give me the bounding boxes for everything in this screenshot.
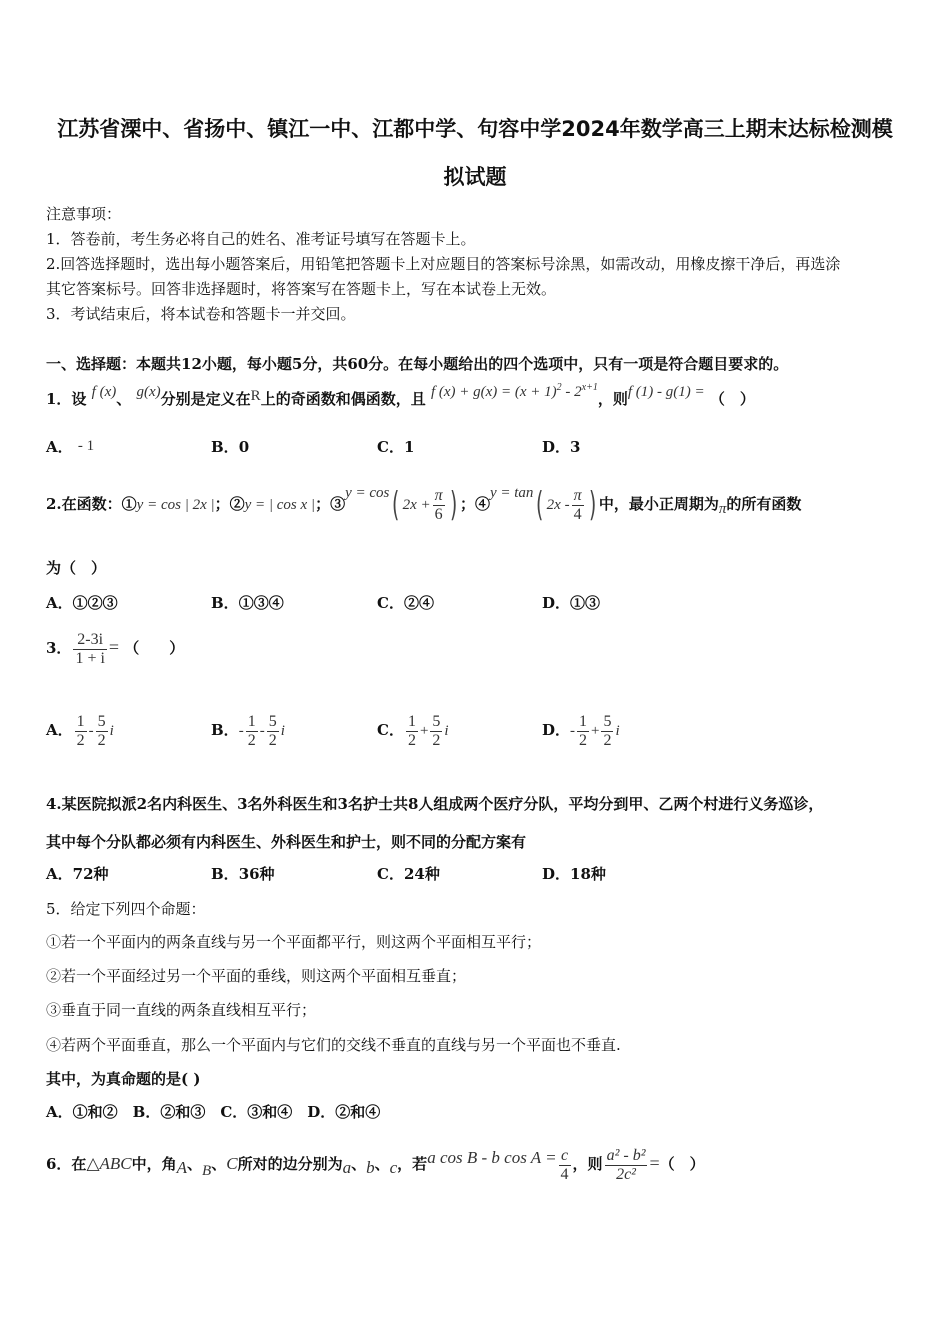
side-c: c bbox=[389, 1158, 398, 1177]
option-label: B． bbox=[211, 865, 239, 883]
q3-option-c bbox=[377, 705, 449, 755]
option-label: D． bbox=[542, 594, 571, 612]
q2-pi: π bbox=[718, 501, 727, 517]
q1-text2: 上的奇函数和偶函数，且 bbox=[260, 390, 426, 408]
q6-equals: = bbox=[649, 1153, 660, 1173]
option-label: A． bbox=[46, 721, 73, 739]
option-operator: - bbox=[88, 723, 94, 739]
fraction-numerator: 5 bbox=[432, 712, 441, 730]
fraction-numerator: 1 bbox=[76, 712, 85, 730]
angle-B: B bbox=[202, 1163, 212, 1179]
option-value: 1 bbox=[403, 438, 415, 456]
q6-number: 6．在 bbox=[46, 1155, 87, 1173]
option-label: A． bbox=[46, 438, 73, 456]
page-title: 江苏省溧中、省扬中、镇江一中、江都中学、句容中学2024年数学高三上期末达标检测模 bbox=[57, 117, 893, 141]
q1-number: 1．设 bbox=[46, 390, 87, 408]
separator: 、 bbox=[374, 1155, 390, 1173]
option-value: 72种 bbox=[72, 865, 109, 883]
fraction bbox=[605, 1147, 648, 1184]
note-item: 其它答案标号。回答非选择题时，将答案写在答题卡上，写在本试卷上无效。 bbox=[46, 280, 557, 298]
fraction bbox=[433, 487, 445, 524]
separator: 、 bbox=[351, 1155, 367, 1173]
q1-eq-exp2: x+1 bbox=[581, 382, 598, 393]
right-paren: ) bbox=[588, 485, 596, 525]
q2-func-1: y = cos | 2x | bbox=[136, 497, 215, 513]
option-label: C． bbox=[377, 721, 404, 739]
option-operator: - bbox=[259, 723, 265, 739]
angle-C: C bbox=[226, 1154, 238, 1173]
option-label: C． bbox=[377, 438, 404, 456]
q1-text1: 分别是定义在 bbox=[160, 390, 251, 408]
option-value: 36种 bbox=[238, 865, 275, 883]
imaginary-unit: i bbox=[615, 723, 620, 739]
option-operator: + bbox=[591, 723, 600, 739]
q4-option-c bbox=[377, 863, 440, 884]
option-value: 0 bbox=[238, 438, 250, 456]
q1-text3: ，则 bbox=[597, 390, 628, 408]
option-value: - 1 bbox=[77, 438, 95, 454]
q2-option-b bbox=[211, 592, 284, 613]
fraction-denominator: 2 bbox=[579, 731, 588, 749]
notes-heading: 注意事项： bbox=[46, 205, 122, 223]
right-paren: ) bbox=[449, 485, 457, 525]
option-value: 3 bbox=[570, 438, 581, 456]
proposition: ①若一个平面内的两条直线与另一个平面都平行，则这两个平面相互平行； bbox=[46, 933, 542, 951]
option-label: C． bbox=[377, 594, 404, 612]
fraction bbox=[430, 713, 442, 750]
q1-sep: 、 bbox=[116, 390, 132, 408]
fraction-denominator: 2 bbox=[268, 731, 277, 749]
q6-text: ，则 bbox=[572, 1155, 603, 1173]
fraction-numerator: 5 bbox=[97, 712, 106, 730]
imaginary-unit: i bbox=[280, 723, 285, 739]
q6-triangle: △ABC bbox=[86, 1154, 132, 1173]
q4-option-d bbox=[542, 863, 606, 884]
fraction-numerator: 1 bbox=[407, 712, 416, 730]
left-paren: ( bbox=[536, 485, 544, 525]
left-paren: ( bbox=[392, 485, 400, 525]
q1-option-c bbox=[377, 436, 414, 457]
q6-text: 中，角 bbox=[131, 1155, 177, 1173]
fraction-denominator: 2 bbox=[407, 731, 416, 749]
fraction bbox=[601, 713, 613, 750]
option-label: A． bbox=[46, 865, 73, 883]
fraction-numerator: π bbox=[434, 486, 443, 504]
option-label: A． bbox=[46, 594, 73, 612]
q6-paren: （ ） bbox=[659, 1155, 705, 1173]
fraction-denominator: 2 bbox=[97, 731, 106, 749]
note-item: 3．考试结束后，将本试卷和答题卡一并交回。 bbox=[46, 305, 356, 323]
q1-option-a bbox=[46, 436, 94, 457]
q2-sep: ；② bbox=[214, 495, 245, 513]
question-6 bbox=[46, 1138, 705, 1188]
question-1 bbox=[46, 382, 755, 409]
option-sign: - bbox=[238, 723, 244, 739]
q6-equation: a cos B - b cos A = bbox=[427, 1148, 557, 1167]
option-label: B． bbox=[211, 438, 239, 456]
q1-equation bbox=[431, 384, 598, 400]
q1-R: R bbox=[250, 388, 261, 404]
fraction bbox=[75, 713, 87, 750]
separator: 、 bbox=[187, 1155, 203, 1173]
fraction-denominator: 4 bbox=[573, 505, 582, 523]
section-heading: 一、选择题：本题共12小题，每小题5分，共60分。在每小题给出的四个选项中，只有一项是符合题目要求的。 bbox=[46, 355, 789, 373]
q1-paren: （ ） bbox=[709, 390, 755, 408]
proposition: ④若两个平面垂直，那么一个平面内与它们的交线不垂直的直线与另一个平面也不垂直. bbox=[46, 1036, 621, 1054]
q3-option-a bbox=[46, 705, 114, 755]
option-label: C． bbox=[377, 865, 404, 883]
option-label: D． bbox=[542, 865, 571, 883]
q4-option-b bbox=[211, 863, 275, 884]
q6-text: 所对的边分别为 bbox=[237, 1155, 343, 1173]
q2-continuation: 为（ ） bbox=[46, 559, 107, 577]
option-value: ①②③ bbox=[72, 594, 118, 612]
q6-text: ，若 bbox=[397, 1155, 428, 1173]
note-item: 2.回答选择题时，选出每小题答案后，用铅笔把答题卡上对应题目的答案标号涂黑，如需改动，用橡皮擦干净后，再选涂 bbox=[46, 255, 841, 273]
fraction-denominator: 1 + i bbox=[75, 649, 105, 667]
fraction-numerator: 2-3i bbox=[73, 631, 106, 650]
q2-sep: ；④ bbox=[459, 495, 490, 513]
fraction-numerator: 5 bbox=[268, 712, 277, 730]
q2-func-2: y = | cos x | bbox=[244, 497, 316, 513]
question-4: 4.某医院拟派2名内科医生、3名外科医生和3名护士共8人组成两个医疗分队，平均分到甲、乙两个村进行义务巡诊， bbox=[46, 795, 824, 813]
q1-ask: f (1) - g(1) = bbox=[627, 384, 705, 400]
option-value: ②④ bbox=[403, 594, 434, 612]
fraction-denominator: 4 bbox=[560, 1165, 569, 1183]
q5-ask: 其中，为真命题的是( ) bbox=[46, 1070, 201, 1088]
option-label: B． bbox=[211, 594, 239, 612]
option-label: B． bbox=[211, 721, 239, 739]
q3-number: 3． bbox=[46, 639, 72, 657]
fraction bbox=[406, 713, 418, 750]
q1-eq-exp1: 2 bbox=[556, 382, 562, 393]
fraction-numerator: a² - b² bbox=[606, 1146, 646, 1164]
fraction-denominator: 2 bbox=[76, 731, 85, 749]
q3-option-d bbox=[542, 705, 620, 755]
question-4-continued: 其中每个分队都必须有内科医生、外科医生和护士，则不同的分配方案有 bbox=[46, 833, 527, 851]
side-b: b bbox=[366, 1158, 375, 1177]
option-value: 18种 bbox=[570, 865, 606, 883]
question-5: 5．给定下列四个命题： bbox=[46, 900, 206, 918]
option-operator: + bbox=[419, 723, 429, 739]
q1-g: g(x) bbox=[136, 384, 161, 400]
fraction-denominator: 2 bbox=[432, 731, 441, 749]
q1-option-b bbox=[211, 436, 249, 457]
q2-intro: 2.在函数：① bbox=[46, 495, 137, 513]
fraction-denominator: 6 bbox=[434, 505, 443, 523]
fraction-numerator: 5 bbox=[603, 712, 612, 730]
fraction bbox=[96, 713, 108, 750]
fraction-denominator: 2 bbox=[247, 731, 256, 749]
q1-eq-left: f (x) + g(x) = (x + 1) bbox=[430, 384, 557, 400]
q2-text-end: 中，最小正周期为 bbox=[598, 495, 719, 513]
fraction-numerator: 1 bbox=[247, 712, 256, 730]
q2-option-a bbox=[46, 592, 118, 613]
fraction bbox=[73, 631, 106, 668]
question-3 bbox=[46, 622, 184, 672]
q1-eq-mid: - 2 bbox=[561, 384, 582, 400]
proposition: ②若一个平面经过另一个平面的垂线，则这两个平面相互垂直； bbox=[46, 967, 467, 985]
fraction bbox=[559, 1147, 571, 1184]
q2-func-4-arg: 2x - bbox=[546, 497, 570, 513]
q2-sep: ；③ bbox=[315, 495, 346, 513]
proposition: ③垂直于同一直线的两条直线相互平行； bbox=[46, 1001, 317, 1019]
q2-option-c bbox=[377, 592, 434, 613]
fraction bbox=[246, 713, 258, 750]
fraction-numerator: π bbox=[573, 486, 582, 504]
q2-func-3-arg: 2x + bbox=[402, 497, 431, 513]
q4-option-a bbox=[46, 863, 109, 884]
option-value: 24种 bbox=[403, 865, 440, 883]
option-label: D． bbox=[542, 438, 571, 456]
option-value: ①③ bbox=[570, 594, 601, 612]
option-sign: - bbox=[570, 723, 576, 739]
q3-paren: （ ） bbox=[124, 639, 185, 657]
q3-equals: = bbox=[108, 637, 120, 657]
q1-f: f (x) bbox=[91, 384, 117, 400]
fraction bbox=[267, 713, 279, 750]
q2-text-end2: 的所有函数 bbox=[726, 495, 802, 513]
q2-func-3-head: y = cos bbox=[345, 485, 390, 501]
option-label: D． bbox=[542, 721, 571, 739]
q2-option-d bbox=[542, 592, 600, 613]
angle-A: A bbox=[176, 1158, 188, 1177]
fraction-denominator: 2 bbox=[603, 731, 612, 749]
separator: 、 bbox=[211, 1155, 227, 1173]
fraction-denominator: 2c² bbox=[616, 1165, 636, 1183]
option-value: ①③④ bbox=[238, 594, 284, 612]
fraction-numerator: 1 bbox=[579, 712, 588, 730]
q1-option-d bbox=[542, 436, 580, 457]
q3-option-b bbox=[211, 705, 285, 755]
fraction bbox=[577, 713, 589, 750]
q2-func-4-head: y = tan bbox=[489, 485, 534, 501]
fraction bbox=[572, 487, 584, 524]
q5-options: A．①和② B．②和③ C．③和④ D．②和④ bbox=[46, 1103, 381, 1121]
question-2 bbox=[46, 474, 801, 534]
note-item: 1．答卷前，考生务必将自己的姓名、准考证号填写在答题卡上。 bbox=[46, 230, 476, 248]
imaginary-unit: i bbox=[109, 723, 114, 739]
imaginary-unit: i bbox=[444, 723, 449, 739]
side-a: a bbox=[342, 1158, 352, 1177]
fraction-numerator: c bbox=[559, 1147, 571, 1166]
page-title-continued: 拟试题 bbox=[443, 165, 507, 189]
